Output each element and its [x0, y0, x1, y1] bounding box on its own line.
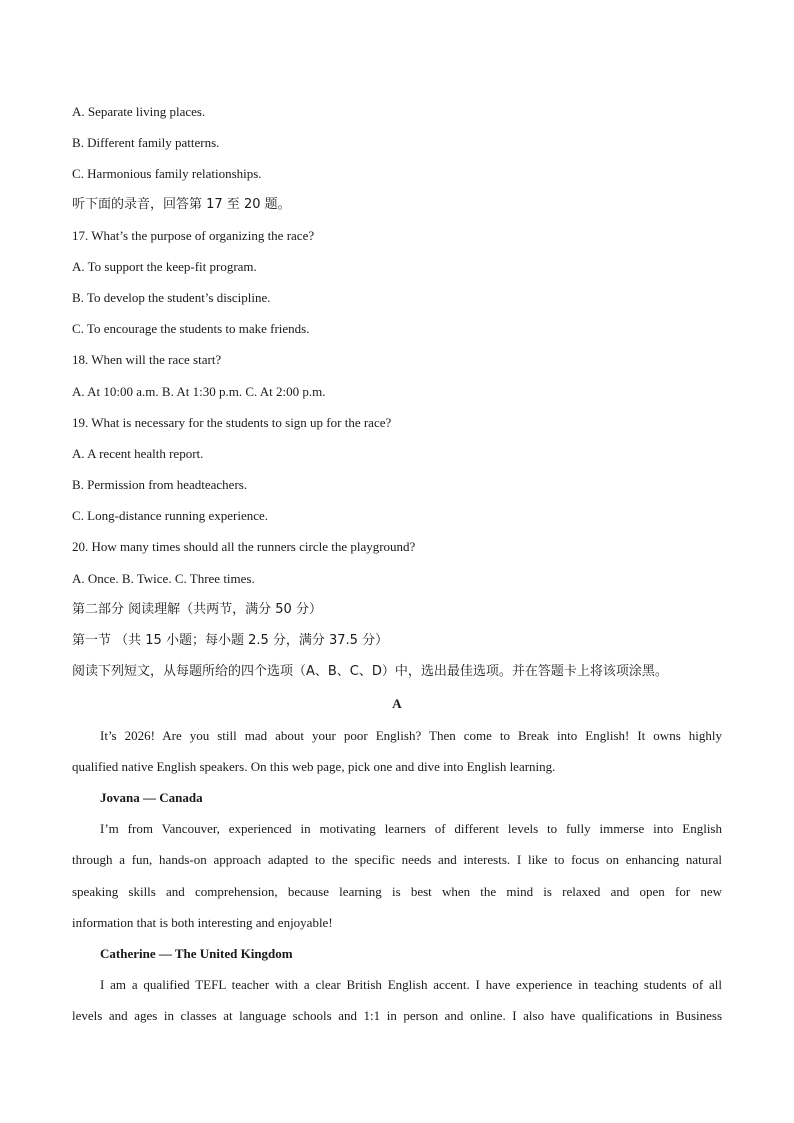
- listening-instruction: 听下面的录音，回答第 17 至 20 题。: [72, 197, 291, 212]
- option-line: B. To develop the student’s discipline.: [72, 290, 271, 305]
- question-stem: 19. What is necessary for the students to sign up for the race?: [72, 415, 392, 430]
- paragraph-line: information that is both interesting and enjoyable!: [72, 915, 333, 930]
- option-line: A. Once. B. Twice. C. Three times.: [72, 571, 255, 586]
- option-line: C. Harmonious family relationships.: [72, 166, 262, 181]
- question-stem: 20. How many times should all the runners circle the playground?: [72, 539, 416, 554]
- option-line: C. To encourage the students to make friends.: [72, 321, 310, 336]
- question-stem: 18. When will the race start?: [72, 352, 222, 367]
- question-stem: 17. What’s the purpose of organizing the race?: [72, 228, 315, 243]
- option-line: A. To support the keep-fit program.: [72, 259, 257, 274]
- paragraph-line: I’m from Vancouver, experienced in motivating learners of different levels to fully immerse into English: [100, 821, 722, 836]
- paragraph-line: qualified native English speakers. On this web page, pick one and dive into English learning.: [72, 759, 556, 774]
- reading-instruction: 阅读下列短文，从每题所给的四个选项（A、B、C、D）中，选出最佳选项。并在答题卡上将该项涂黑。: [72, 664, 668, 679]
- option-line: A. Separate living places.: [72, 104, 206, 119]
- option-line: B. Different family patterns.: [72, 135, 220, 150]
- paragraph-line: speaking skills and comprehension, because learning is best when the mind is relaxed and open for new: [72, 884, 722, 899]
- passage-label: A: [392, 696, 402, 711]
- paragraph-line: levels and ages in classes at language schools and 1:1 in person and online. I also have qualifications in Business: [72, 1008, 722, 1023]
- paragraph-line: through a fun, hands-on approach adapted to the specific needs and interests. I like to focus on enhancing natural: [72, 852, 722, 867]
- option-line: C. Long-distance running experience.: [72, 508, 269, 523]
- option-line: B. Permission from headteachers.: [72, 477, 248, 492]
- option-line: A. At 10:00 a.m. B. At 1:30 p.m. C. At 2:00 p.m.: [72, 384, 326, 399]
- paragraph-line: It’s 2026! Are you still mad about your poor English? Then come to Break into English! It owns highly: [100, 728, 722, 743]
- option-line: A. A recent health report.: [72, 446, 204, 461]
- part-title: 第二部分 阅读理解（共两节，满分 50 分）: [72, 602, 322, 617]
- teacher-name: Jovana — Canada: [100, 790, 203, 805]
- section-title: 第一节 （共 15 小题；每小题 2.5 分，满分 37.5 分）: [72, 633, 389, 648]
- teacher-name: Catherine — The United Kingdom: [100, 946, 293, 961]
- paragraph-line: I am a qualified TEFL teacher with a clear British English accent. I have experience in teaching students of all: [100, 977, 722, 992]
